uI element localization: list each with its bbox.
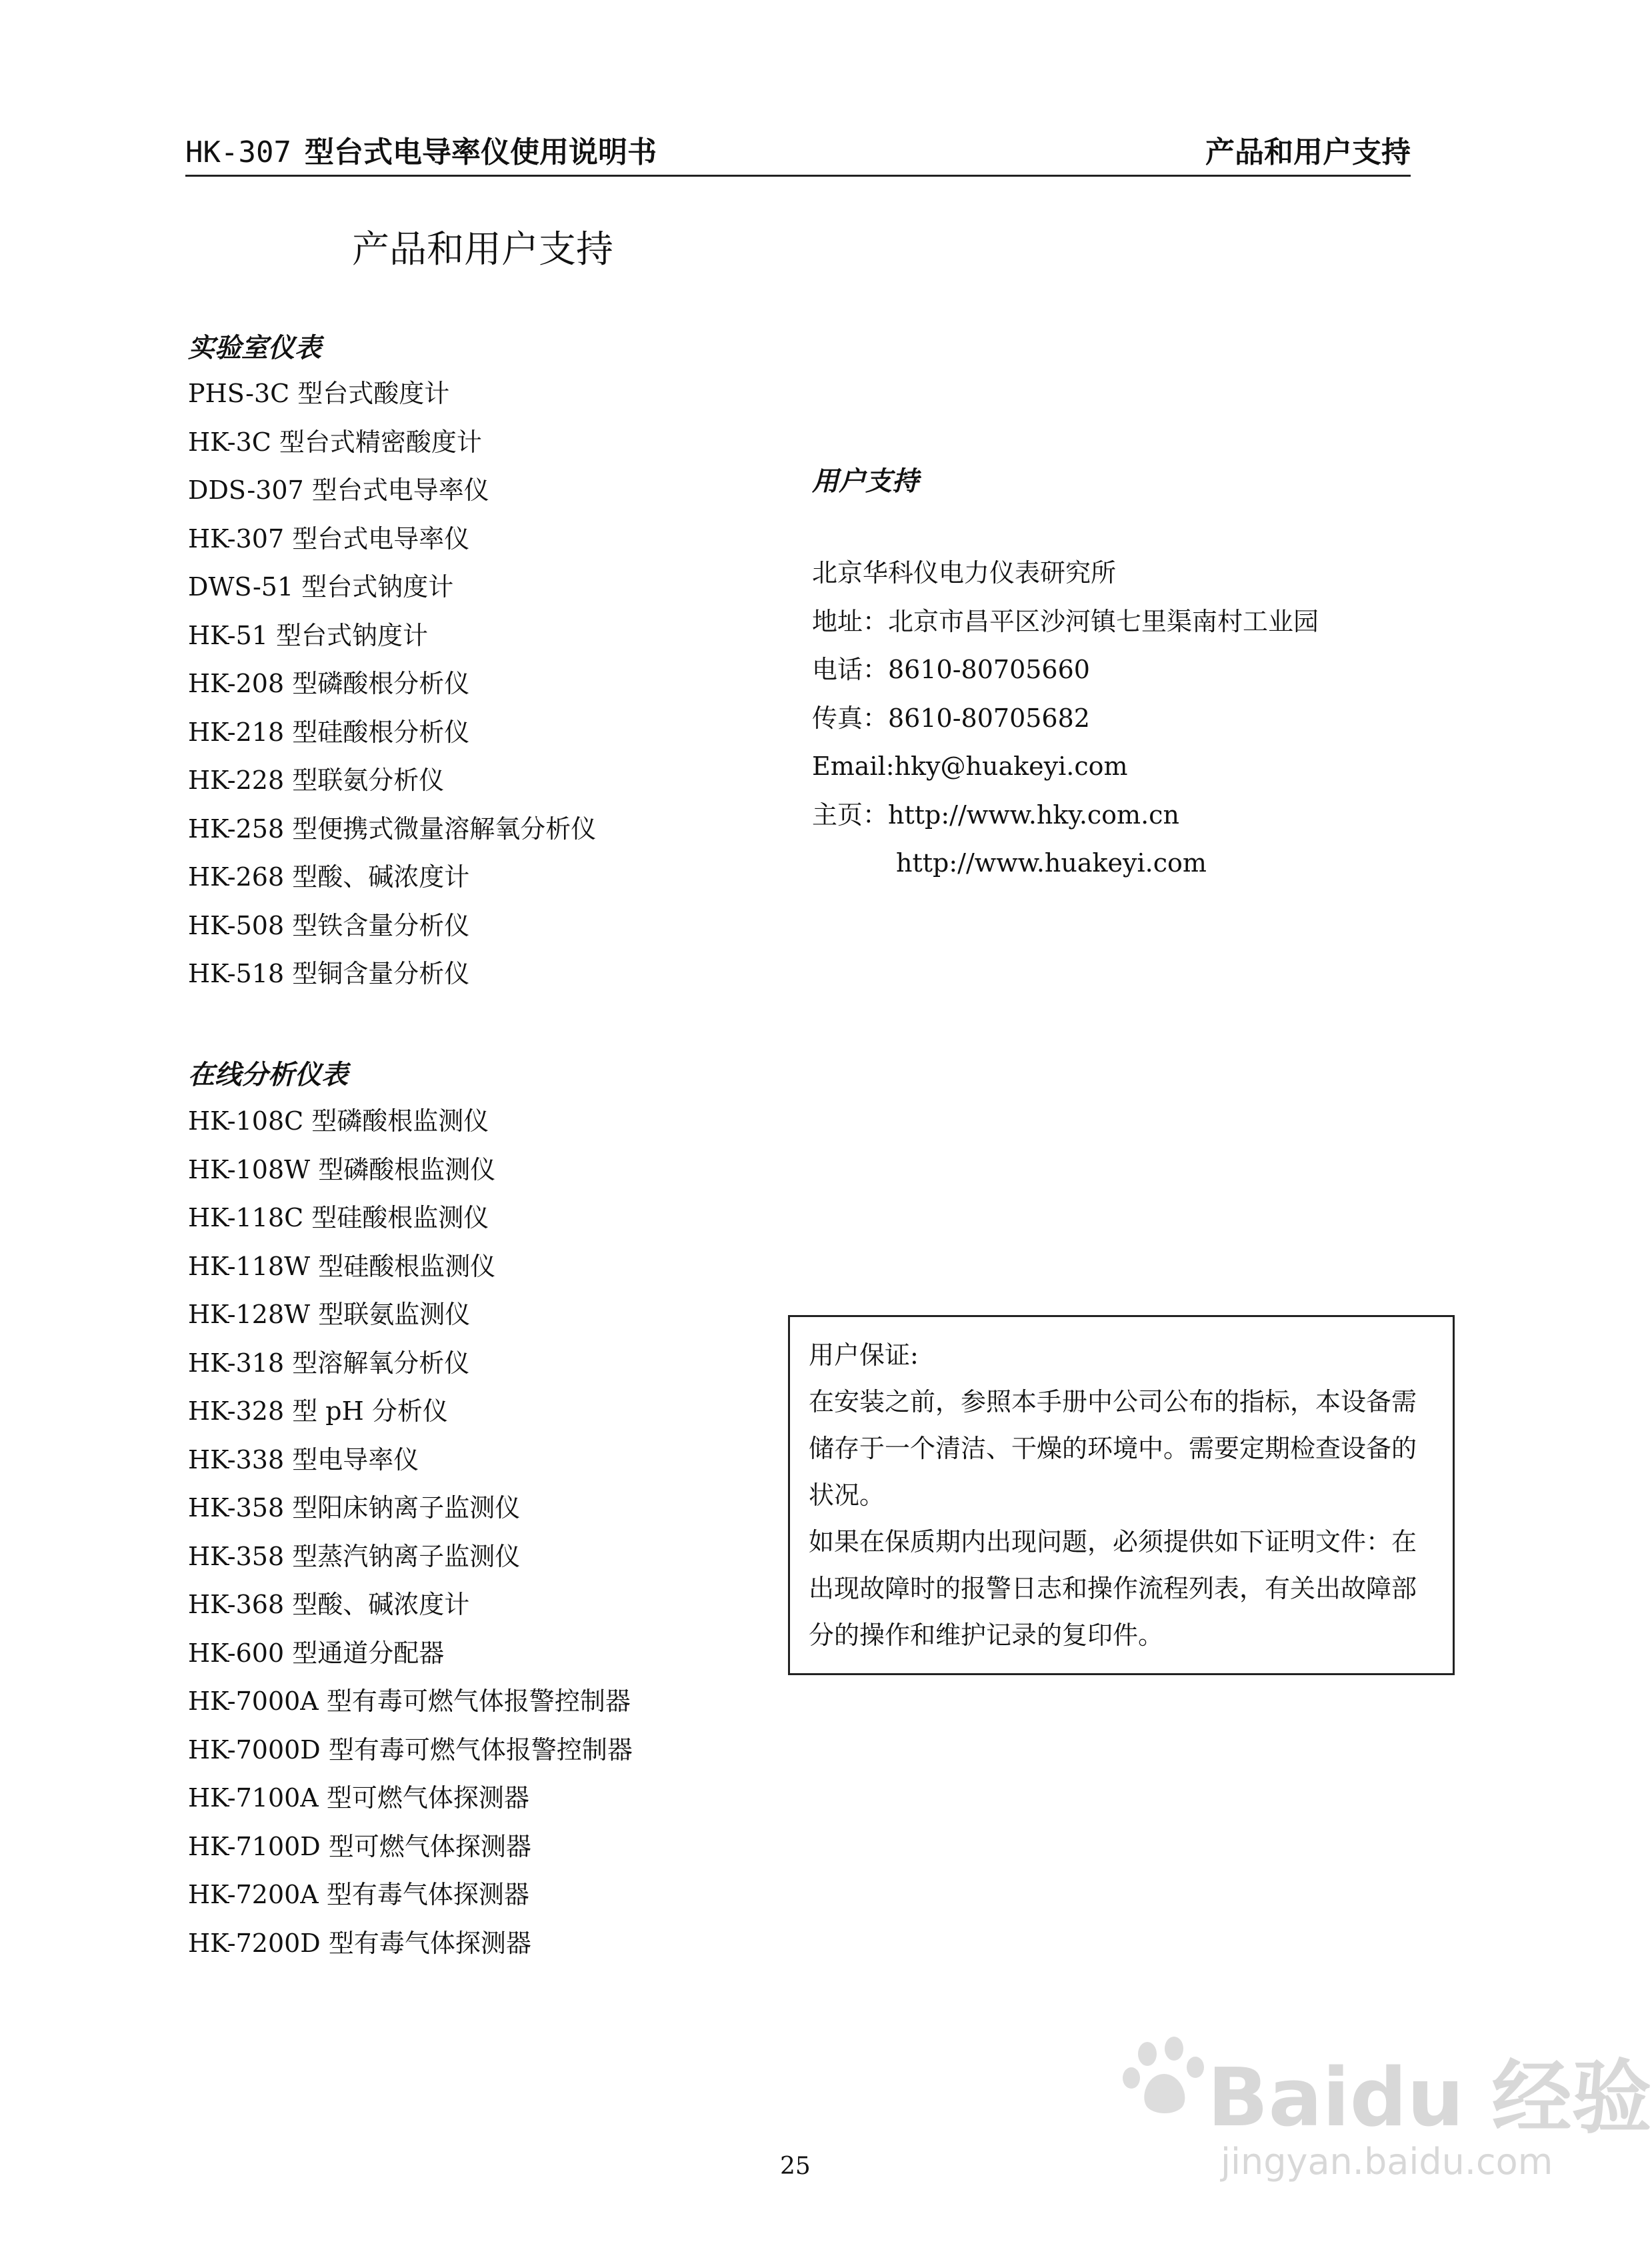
list-item: HK-51 型台式钠度计	[188, 620, 429, 650]
page-number: 25	[780, 2153, 811, 2180]
header-document-title	[185, 128, 657, 171]
list-item: HK-318 型溶解氧分析仪	[188, 1348, 470, 1378]
list-item: DDS-307 型台式电导率仪	[188, 475, 489, 505]
list-item: HK-600 型通道分配器	[188, 1638, 445, 1668]
guarantee-title: 用户保证:	[809, 1340, 919, 1370]
list-item: HK-208 型磷酸根分析仪	[188, 669, 470, 698]
header-section: 产品和用户支持	[1205, 135, 1411, 169]
list-item: HK-108W 型磷酸根监测仪	[188, 1154, 496, 1184]
list-item: HK-218 型硅酸根分析仪	[188, 717, 470, 747]
list-item: HK-368 型酸、碱浓度计	[188, 1590, 470, 1619]
list-item: HK-7000D 型有毒可燃气体报警控制器	[188, 1735, 633, 1765]
header-title: 型台式电导率仪使用说明书	[304, 135, 657, 169]
list-item: HK-7000A 型有毒可燃气体报警控制器	[188, 1687, 631, 1716]
list-item: HK-7200A 型有毒气体探测器	[188, 1880, 529, 1909]
support-homepage: 主页：http://www.hky.com.cn	[812, 800, 1179, 830]
list-item: HK-118C 型硅酸根监测仪	[188, 1203, 489, 1232]
list-item: HK-338 型电导率仪	[188, 1444, 419, 1474]
header-model: HK-307	[185, 135, 291, 169]
support-fax: 传真：8610-80705682	[812, 703, 1090, 733]
list-item: HK-228 型联氨分析仪	[188, 766, 445, 795]
list-item: HK-358 型阳床钠离子监测仪	[188, 1493, 521, 1522]
list-item: HK-118W 型硅酸根监测仪	[188, 1251, 496, 1281]
list-item: PHS-3C 型台式酸度计	[188, 379, 450, 408]
guarantee-paragraph: 在安装之前，参照本手册中公司公布的指标，本设备需储存于一个清洁、干燥的环境中。需要定期检查设备的状况。	[809, 1387, 1417, 1510]
lab-instruments-list	[188, 369, 596, 998]
watermark-url: jingyan.baidu.com	[1221, 2141, 1553, 2183]
list-item: HK-508 型铁含量分析仪	[188, 910, 470, 940]
list-item: HK-7200D 型有毒气体探测器	[188, 1928, 531, 1958]
user-guarantee-box	[788, 1315, 1455, 1675]
support-company: 北京华科仪电力仪表研究所	[812, 558, 1117, 588]
list-item: HK-7100D 型可燃气体探测器	[188, 1831, 531, 1861]
page-header	[185, 121, 1411, 177]
watermark-text: Baidu 经验	[1207, 2052, 1652, 2145]
list-item: HK-518 型铜含量分析仪	[188, 959, 470, 988]
online-instruments-heading: 在线分析仪表	[188, 1060, 348, 1090]
lab-instruments-heading: 实验室仪表	[188, 333, 321, 363]
list-item: HK-328 型 pH 分析仪	[188, 1396, 448, 1426]
list-item: HK-128W 型联氨监测仪	[188, 1300, 471, 1329]
online-instruments-list	[188, 1097, 633, 1967]
guarantee-paragraph: 如果在保质期内出现问题，必须提供如下证明文件：在出现故障时的报警日志和操作流程列表，有关出故障部分的操作和维护记录的复印件。	[809, 1527, 1417, 1650]
list-item: HK-108C 型磷酸根监测仪	[188, 1106, 489, 1136]
user-support-heading: 用户支持	[812, 466, 919, 497]
support-homepage-2: http://www.huakeyi.com	[896, 848, 1207, 878]
user-support-contact	[812, 549, 1319, 888]
support-email: Email:hky@huakeyi.com	[812, 752, 1128, 781]
baidu-watermark	[1121, 2027, 1652, 2187]
list-item: DWS-51 型台式钠度计	[188, 572, 454, 602]
list-item: HK-3C 型台式精密酸度计	[188, 427, 482, 457]
list-item: HK-307 型台式电导率仪	[188, 523, 470, 553]
support-address: 地址：北京市昌平区沙河镇七里渠南村工业园	[812, 606, 1319, 636]
page-title: 产品和用户支持	[352, 228, 613, 271]
support-phone: 电话：8610-80705660	[812, 655, 1090, 684]
list-item: HK-358 型蒸汽钠离子监测仪	[188, 1541, 521, 1571]
list-item: HK-268 型酸、碱浓度计	[188, 862, 470, 892]
list-item: HK-7100A 型可燃气体探测器	[188, 1783, 529, 1813]
list-item: HK-258 型便携式微量溶解氧分析仪	[188, 814, 597, 844]
paw-icon	[1121, 2034, 1207, 2121]
